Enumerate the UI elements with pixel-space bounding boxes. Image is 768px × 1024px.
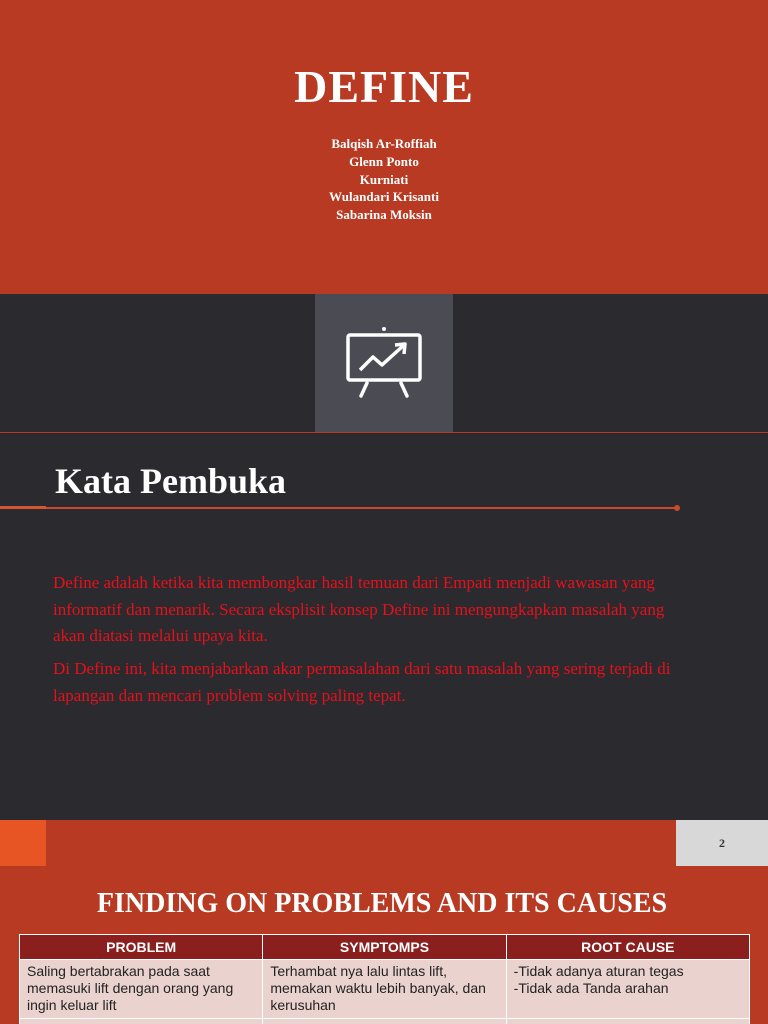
author-list [0,135,768,224]
icon-panel [315,294,453,432]
table-row [20,960,750,1019]
column-header: SYMPTOMPS [263,935,506,960]
title-underline [0,507,678,509]
page-number: 2 [676,820,768,866]
slide-kata-pembuka [0,294,768,866]
slide-title [0,0,768,294]
column-header: PROBLEM [20,935,263,960]
intro-paragraph: Define adalah ketika kita membongkar hasil temuan dari Empati menjadi wawasan yang informatif dan menarik. Secara eksplisit konsep Define ini mengungkapkan masalah yang akan diatasi melalui upaya kita. [53,573,665,645]
table-cell: Terhambat nya lalu lintas lift, memakan waktu lebih banyak, dan kerusuhan [263,960,506,1019]
intro-paragraph: Di Define ini, kita menjabarkan akar permasalahan dari satu masalah yang sering terjadi di lapangan dan mencari problem solving paling tepat. [53,659,671,705]
author-name: Sabarina Moksin [336,207,432,223]
table-row [20,1019,750,1024]
slide-title-heading: DEFINE [294,61,474,112]
title-underline-accent [0,506,46,509]
author-name: Kurniati [359,171,409,187]
slide-findings [0,866,768,1024]
table-cell: Saling bertabrakan pada saat memasuki lift dengan orang yang ingin keluar lift [20,960,263,1019]
table-cell [506,1019,749,1024]
column-header: ROOT CAUSE [506,935,749,960]
table-cell [20,1019,263,1024]
author-name: Balqish Ar-Roffiah [331,136,437,151]
table-cell [263,1019,506,1024]
divider [0,432,768,433]
slide-footer [0,820,768,866]
table-header-row [20,935,750,960]
title-underline-dot [674,505,680,511]
findings-table [19,934,750,1024]
section-title: Kata Pembuka [55,461,287,501]
findings-title: FINDING ON PROBLEMS AND ITS CAUSES [96,888,668,919]
author-name: Glenn Ponto [349,153,419,169]
author-name: Wulandari Krisanti [329,189,439,205]
footer-accent [0,820,46,866]
table-cell: -Tidak adanya aturan tegas -Tidak ada Tanda arahan [506,960,749,1019]
presentation-chart-icon [346,326,422,400]
